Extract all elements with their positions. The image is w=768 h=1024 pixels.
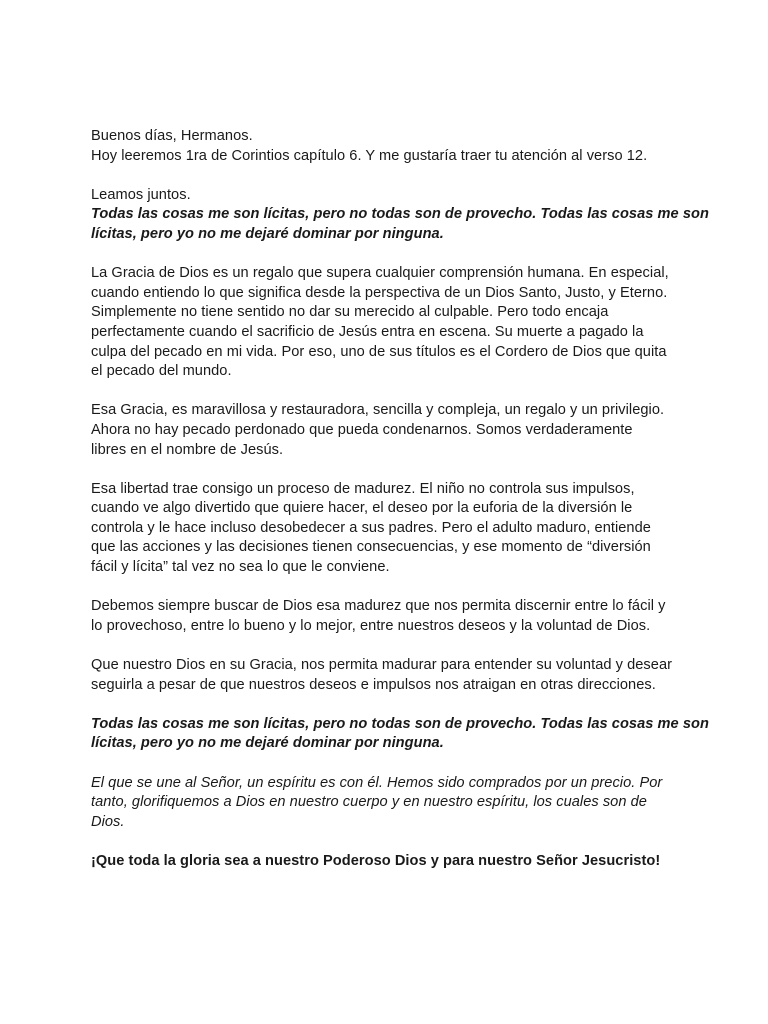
verse-quote-3 [91, 774, 708, 833]
text-line: el pecado del mundo. [91, 363, 232, 380]
text-line: lo provechoso, entre lo bueno y lo mejor, entre nuestros deseos y la voluntad de Dios. [91, 617, 651, 634]
text-line: cuando entiendo lo que significa desde la perspectiva de un Dios Santo, Justo, y Eterno. [91, 284, 668, 301]
text-line: Dios. [91, 813, 125, 830]
text-line: cuando ve algo divertido que quiere hacer, el deseo por la euforia de la diversión le [91, 500, 633, 517]
text-line: La Gracia de Dios es un regalo que supera cualquier comprensión humana. En especial, [91, 265, 669, 282]
text-line: libres en el nombre de Jesús. [91, 441, 284, 458]
text-line: Esa Gracia, es maravillosa y restauradora, sencilla y compleja, un regalo y un privilegio. [91, 402, 665, 419]
verse-quote-1 [91, 205, 708, 244]
verse-quote-2 [91, 715, 708, 754]
text-line: lícitas, pero yo no me dejaré dominar por ninguna. [91, 735, 444, 752]
text-line: Debemos siempre buscar de Dios esa madurez que nos permita discernir entre lo fácil y [91, 598, 666, 615]
intro-paragraph [91, 186, 708, 206]
body-paragraph-4 [91, 597, 708, 636]
text-line: que las acciones y las decisiones tienen consecuencias, y ese momento de “diversión [91, 539, 651, 556]
closing-line [91, 852, 708, 872]
text-line: ¡Que toda la gloria sea a nuestro Poderoso Dios y para nuestro Señor Jesucristo! [91, 852, 661, 869]
text-line: Simplemente no tiene sentido no dar su merecido al culpable. Pero todo encaja [91, 304, 609, 321]
text-line: El que se une al Señor, un espíritu es con él. Hemos sido comprados por un precio. Por [91, 774, 663, 791]
text-line: Hoy leeremos 1ra de Corintios capítulo 6. Y me gustaría traer tu atención al verso 12. [91, 147, 648, 164]
text-line: culpa del pecado en mi vida. Por eso, uno de sus títulos es el Cordero de Dios que quita [91, 343, 667, 360]
text-line: Ahora no hay pecado perdonado que pueda condenarnos. Somos verdaderamente [91, 421, 633, 438]
body-paragraph-5 [91, 656, 708, 695]
text-line: perfectamente cuando el sacrificio de Jesús entra en escena. Su muerte a pagado la [91, 323, 644, 340]
text-line: Que nuestro Dios en su Gracia, nos permita madurar para entender su voluntad y desear [91, 657, 673, 674]
text-line: seguirla a pesar de que nuestros deseos e impulsos nos atraigan en otras direcciones. [91, 676, 656, 693]
text-line: Buenos días, Hermanos. [91, 128, 253, 144]
text-line: controla y le hace incluso desobedecer a sus padres. Pero el adulto maduro, entiende [91, 519, 651, 536]
text-line: lícitas, pero yo no me dejaré dominar por ninguna. [91, 225, 444, 242]
text-line: tanto, glorifiquemos a Dios en nuestro cuerpo y en nuestro espíritu, los cuales son de [91, 794, 647, 811]
body-paragraph-2 [91, 401, 708, 460]
text-line: Esa libertad trae consigo un proceso de madurez. El niño no controla sus impulsos, [91, 480, 635, 497]
text-line: Todas las cosas me son lícitas, pero no todas son de provecho. Todas las cosas me son [91, 206, 709, 223]
text-line: Leamos juntos. [91, 186, 191, 203]
body-paragraph-3 [91, 480, 708, 578]
body-paragraph-1 [91, 264, 708, 382]
greeting-paragraph [91, 127, 708, 166]
text-line: Todas las cosas me son lícitas, pero no todas son de provecho. Todas las cosas me son [91, 715, 709, 732]
text-line: fácil y lícita” tal vez no sea lo que le conviene. [91, 559, 390, 576]
